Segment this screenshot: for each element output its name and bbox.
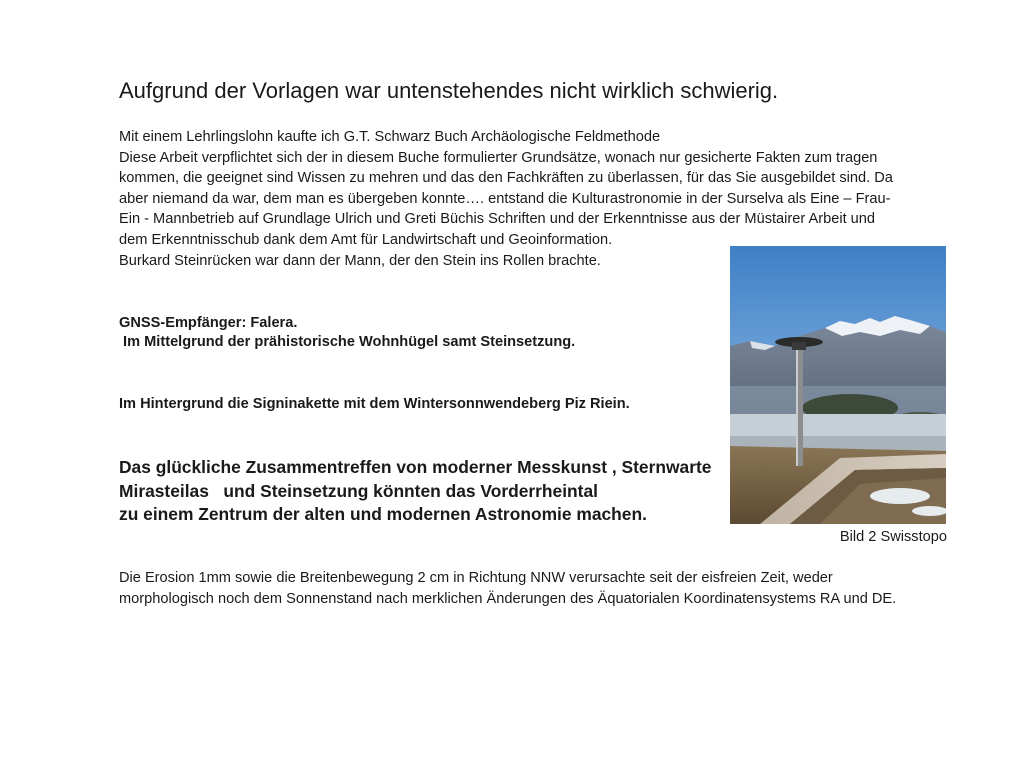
falera-gnss-photo xyxy=(730,246,946,524)
slide-title: Aufgrund der Vorlagen war untenstehendes nicht wirklich schwierig. xyxy=(119,78,779,103)
highlight-line: Mirasteilas und Steinsetzung könnten das Vorderrheintal xyxy=(119,480,598,501)
highlight-statement xyxy=(119,456,711,527)
intro-line: kommen, die geeignet sind Wissen zu mehren und das den Fachkräften zu überlassen, für das Sie ausgebildet sind. Da xyxy=(119,170,893,187)
intro-line: Mit einem Lehrlingslohn kaufte ich G.T. Schwarz Buch Archäologische Feldmethode xyxy=(119,129,661,145)
highlight-line: Das glückliche Zusammentreffen von moderner Messkunst , Sternwarte xyxy=(119,457,712,477)
erosion-line: morphologisch noch dem Sonnenstand nach merklichen Änderungen des Äquatorialen Koordinatensystems RA und DE. xyxy=(119,590,897,607)
intro-line: Diese Arbeit verpflichtet sich der in diesem Buche formulierter Grundsätze, wonach nur gesicherte Fakten zum tragen xyxy=(119,149,878,166)
intro-line: dem Erkenntnisschub dank dem Amt für Landwirtschaft und Geoinformation. xyxy=(119,231,613,248)
highlight-line: zu einem Zentrum der alten und modernen Astronomie machen. xyxy=(119,504,647,524)
erosion-line: Die Erosion 1mm sowie die Breitenbewegung 2 cm in Richtung NNW verursachte seit der eisfreien Zeit, weder xyxy=(119,570,833,586)
intro-line: Burkard Steinrücken war dann der Mann, der den Stein ins Rollen brachte. xyxy=(119,252,601,269)
midground-label: Im Mittelgrund der prähistorische Wohnhügel samt Steinsetzung. xyxy=(119,334,576,350)
intro-line: Ein - Mannbetrieb auf Grundlage Ulrich und Greti Büchis Schriften und der Erkenntnisse aus der Müstairer Arbeit und xyxy=(119,211,876,228)
gnss-label: GNSS-Empfänger: Falera. xyxy=(119,315,298,331)
background-label: Im Hintergrund die Signinakette mit dem Wintersonnwendeberg Piz Riein. xyxy=(119,396,630,412)
photo-caption: Bild 2 Swisstopo xyxy=(839,529,947,545)
intro-line: aber niemand da war, dem man es übergeben konnte…. entstand die Kulturastronomie in der Surselva als Eine – Frau- xyxy=(119,190,891,207)
erosion-paragraph xyxy=(119,568,896,609)
